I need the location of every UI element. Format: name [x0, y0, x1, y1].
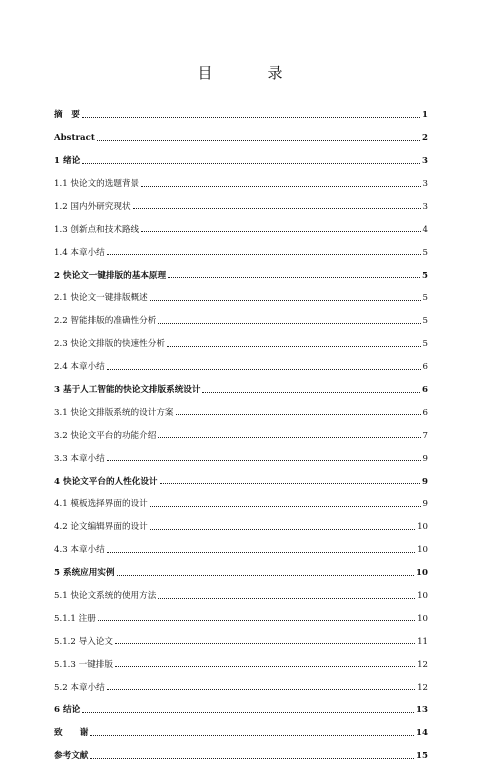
dot-leader [107, 369, 421, 370]
toc-entry-page-number: 7 [422, 430, 428, 441]
toc-entry-page-number: 15 [416, 751, 428, 761]
dot-leader [150, 300, 421, 301]
toc-entry-page-number: 9 [422, 499, 428, 510]
toc-entry-page-number: 2 [422, 133, 428, 144]
dot-leader [150, 506, 421, 507]
toc-entry-label: 5.1.3 一键排版 [54, 659, 113, 670]
dot-leader [202, 392, 420, 393]
toc-entry-page-number: 10 [417, 591, 428, 601]
toc-entry[interactable] [54, 646, 428, 669]
toc-entry-page-number: 5 [422, 316, 428, 327]
toc-entry[interactable] [54, 120, 428, 143]
toc-entry[interactable] [54, 486, 428, 509]
toc-entry-label: 3.3 本章小结 [54, 453, 105, 464]
toc-entry[interactable] [54, 555, 428, 578]
toc-entry-label: 1.1 快论文的选题背景 [54, 178, 140, 189]
dot-leader [107, 254, 421, 255]
toc-entry-page-number: 3 [422, 178, 428, 189]
toc-entry-page-number: 10 [417, 522, 428, 533]
toc-entry[interactable] [54, 578, 428, 601]
toc-entry-label: 2.2 智能排版的准确性分析 [54, 316, 157, 327]
dot-leader [160, 483, 421, 484]
dot-leader [141, 186, 420, 187]
toc-entry[interactable] [54, 372, 428, 395]
dot-leader [133, 208, 421, 209]
toc-entry-label: 5.1.1 注册 [54, 613, 96, 624]
toc-entry[interactable] [54, 738, 428, 761]
toc-entry-label: 5.2 本章小结 [54, 682, 105, 693]
toc-entry[interactable] [54, 532, 428, 555]
toc-entry[interactable] [54, 234, 428, 257]
dot-leader [158, 598, 415, 599]
toc-entry-page-number: 6 [422, 407, 428, 418]
toc-entry-label: 1 绪论 [54, 156, 81, 167]
toc-entry-page-number: 14 [416, 728, 428, 739]
dot-leader [150, 529, 415, 530]
toc-entry-page-number: 11 [417, 636, 428, 647]
toc-entry[interactable] [54, 623, 428, 646]
toc-entry-page-number: 13 [416, 705, 428, 716]
toc-entry-label: 3 基于人工智能的快论文排版系统设计 [54, 384, 201, 395]
toc-entry[interactable] [54, 417, 428, 440]
toc-entry-page-number: 1 [422, 110, 428, 121]
toc-entry[interactable] [54, 601, 428, 624]
toc-entry-label: 5.1.2 导入论文 [54, 636, 113, 647]
toc-entry-label: 1.4 本章小结 [54, 247, 105, 258]
toc-entry-page-number: 4 [422, 224, 428, 235]
table-of-contents [54, 97, 428, 761]
toc-entry-label: 2.4 本章小结 [54, 362, 105, 373]
dot-leader [82, 117, 420, 118]
toc-entry[interactable] [54, 395, 428, 418]
dot-leader [158, 323, 420, 324]
toc-entry-label: 4.3 本章小结 [54, 545, 105, 556]
toc-entry-page-number: 10 [417, 545, 428, 556]
dot-leader [107, 689, 415, 690]
toc-entry-label: 4.2 论文编辑界面的设计 [54, 522, 148, 533]
dot-leader [90, 735, 414, 736]
toc-entry-page-number: 3 [422, 201, 428, 212]
toc-entry-label: 4 快论文平台的人性化设计 [54, 476, 158, 487]
dot-leader [90, 758, 414, 759]
dot-leader [97, 140, 420, 141]
toc-entry-page-number: 12 [417, 659, 428, 670]
toc-entry[interactable] [54, 211, 428, 234]
toc-entry-label: 5.1 快论文系统的使用方法 [54, 591, 157, 601]
toc-entry-label: 5 系统应用实例 [54, 568, 115, 579]
dot-leader [115, 643, 415, 644]
toc-entry-label: 摘 要 [54, 110, 80, 121]
toc-entry[interactable] [54, 97, 428, 120]
page-title: 目 录 [197, 64, 303, 82]
toc-entry[interactable] [54, 715, 428, 738]
toc-entry[interactable] [54, 303, 428, 326]
dot-leader [107, 460, 421, 461]
dot-leader [82, 163, 420, 164]
toc-entry[interactable] [54, 166, 428, 189]
dot-leader [176, 414, 421, 415]
toc-entry-label: 2 快论文一键排版的基本原理 [54, 270, 167, 281]
toc-entry-label: 3.1 快论文排版系统的设计方案 [54, 407, 174, 418]
toc-entry-label: 4.1 模板选择界面的设计 [54, 499, 148, 510]
toc-entry[interactable] [54, 189, 428, 212]
dot-leader [117, 575, 414, 576]
toc-entry-label: 6 结论 [54, 705, 81, 716]
toc-entry-label: 致 谢 [54, 728, 89, 739]
toc-entry-page-number: 3 [422, 156, 428, 167]
toc-entry[interactable] [54, 692, 428, 715]
dot-leader [82, 712, 414, 713]
toc-entry-label: 1.2 国内外研究现状 [54, 201, 131, 212]
toc-entry-page-number: 12 [417, 682, 428, 693]
toc-entry-page-number: 5 [422, 293, 428, 304]
dot-leader [158, 437, 420, 438]
dot-leader [167, 346, 421, 347]
toc-entry-page-number: 10 [417, 613, 428, 624]
dot-leader [115, 666, 415, 667]
toc-entry[interactable] [54, 143, 428, 166]
toc-entry[interactable] [54, 257, 428, 280]
toc-entry-label: 1.3 创新点和技术路线 [54, 224, 140, 235]
toc-entry-label: Abstract [54, 133, 95, 144]
dot-leader [98, 620, 415, 621]
toc-entry-page-number: 5 [422, 247, 428, 258]
toc-entry-label: 2.3 快论文排版的快速性分析 [54, 339, 165, 350]
toc-entry[interactable] [54, 440, 428, 463]
toc-entry-page-number: 6 [422, 384, 428, 395]
toc-entry[interactable] [54, 280, 428, 303]
dot-leader [141, 231, 420, 232]
toc-entry[interactable] [54, 669, 428, 692]
dot-leader [107, 552, 415, 553]
toc-entry-label: 参考文献 [54, 751, 89, 761]
dot-leader [168, 277, 420, 278]
toc-entry-page-number: 10 [416, 568, 428, 579]
toc-entry-page-number: 9 [422, 453, 428, 464]
toc-entry-page-number: 5 [422, 339, 428, 350]
toc-entry-label: 2.1 快论文一键排版概述 [54, 293, 148, 304]
toc-entry[interactable] [54, 509, 428, 532]
toc-entry[interactable] [54, 326, 428, 349]
toc-entry-page-number: 5 [422, 270, 428, 281]
toc-entry-page-number: 6 [422, 362, 428, 373]
toc-entry[interactable] [54, 349, 428, 372]
toc-entry-label: 3.2 快论文平台的功能介绍 [54, 430, 157, 441]
toc-entry[interactable] [54, 463, 428, 486]
toc-entry-page-number: 9 [422, 476, 428, 487]
